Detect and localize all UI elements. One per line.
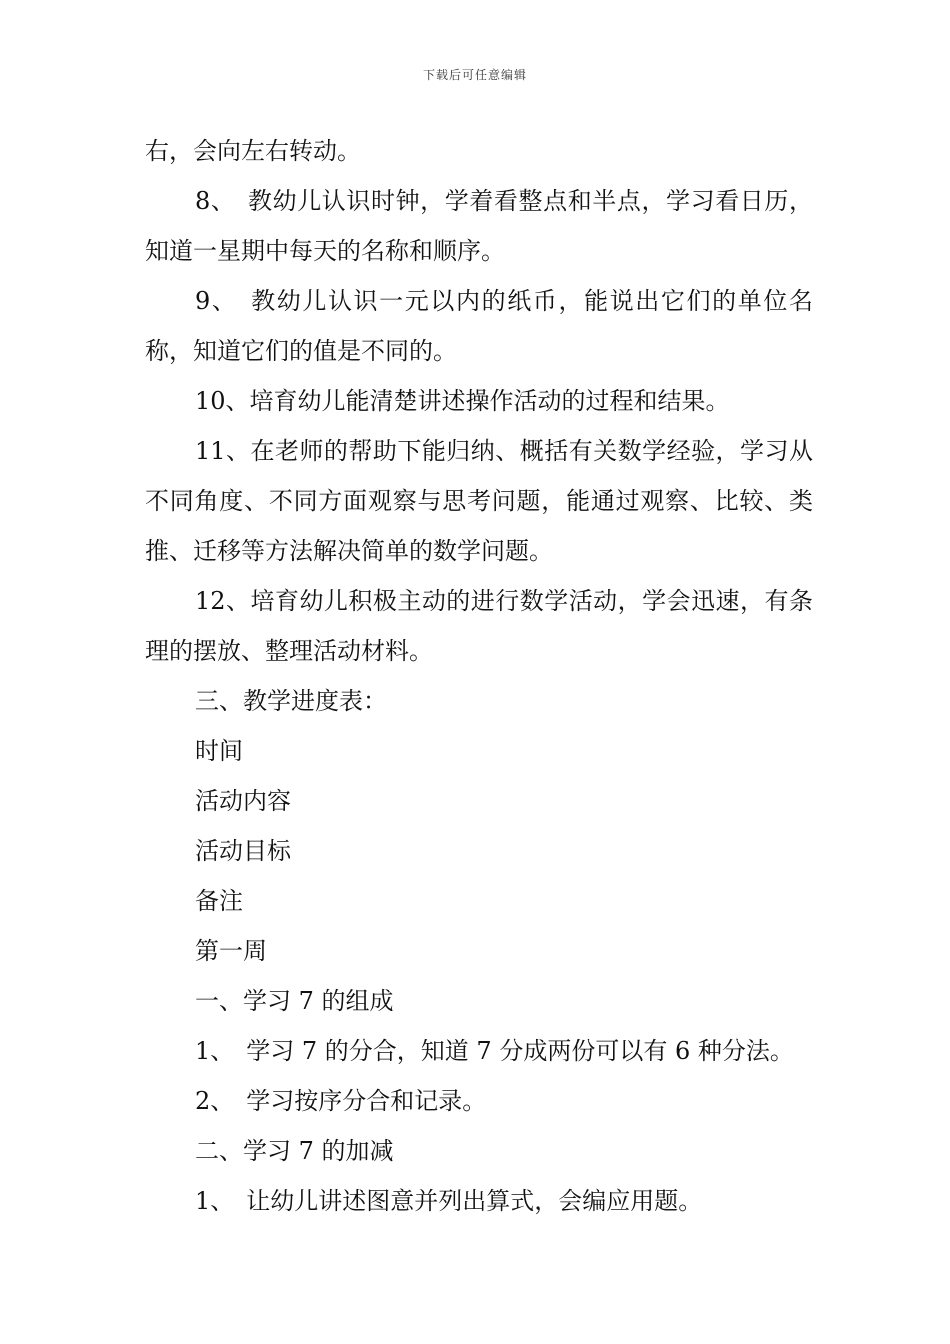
- activity-heading-addition: 二、学习 7 的加减: [195, 1137, 394, 1165]
- section-heading-schedule: 三、教学进度表：: [195, 687, 387, 715]
- paragraph-item-12: 12、培育幼儿积极主动的进行数学活动，学会迅速，有条理的摆放、整理活动材料。: [145, 587, 813, 665]
- paragraph-item-10: 10、培育幼儿能清楚讲述操作活动的过程和结果。: [195, 387, 730, 415]
- page-header-note: 下载后可任意编辑: [422, 68, 527, 82]
- paragraph-item-8: 8、 教幼儿认识时钟，学着看整点和半点，学习看日历，知道一星期中每天的名称和顺序。: [145, 187, 813, 265]
- paragraph-continuation: 右，会向左右转动。: [145, 137, 361, 165]
- table-header-content: 活动内容: [195, 787, 291, 815]
- paragraph-item-9: 9、 教幼儿认识一元以内的纸币，能说出它们的单位名称，知道它们的值是不同的。: [145, 287, 813, 365]
- activity-item: 1、 让幼儿讲述图意并列出算式，会编应用题。: [195, 1187, 703, 1215]
- week-label: 第一周: [195, 937, 267, 965]
- activity-item: 1、 学习 7 的分合，知道 7 分成两份可以有 6 种分法。: [195, 1037, 794, 1065]
- table-header-time: 时间: [195, 737, 243, 765]
- paragraph-item-11: 11、在老师的帮助下能归纳、概括有关数学经验，学习从不同角度、不同方面观察与思考问题，能通过观察、比较、类推、迁移等方法解决简单的数学问题。: [145, 437, 813, 565]
- activity-item: 2、 学习按序分合和记录。: [195, 1087, 487, 1115]
- activity-heading-composition: 一、学习 7 的组成: [195, 987, 394, 1015]
- document-body: [145, 126, 813, 1226]
- table-header-notes: 备注: [195, 887, 243, 915]
- table-header-goal: 活动目标: [195, 837, 291, 865]
